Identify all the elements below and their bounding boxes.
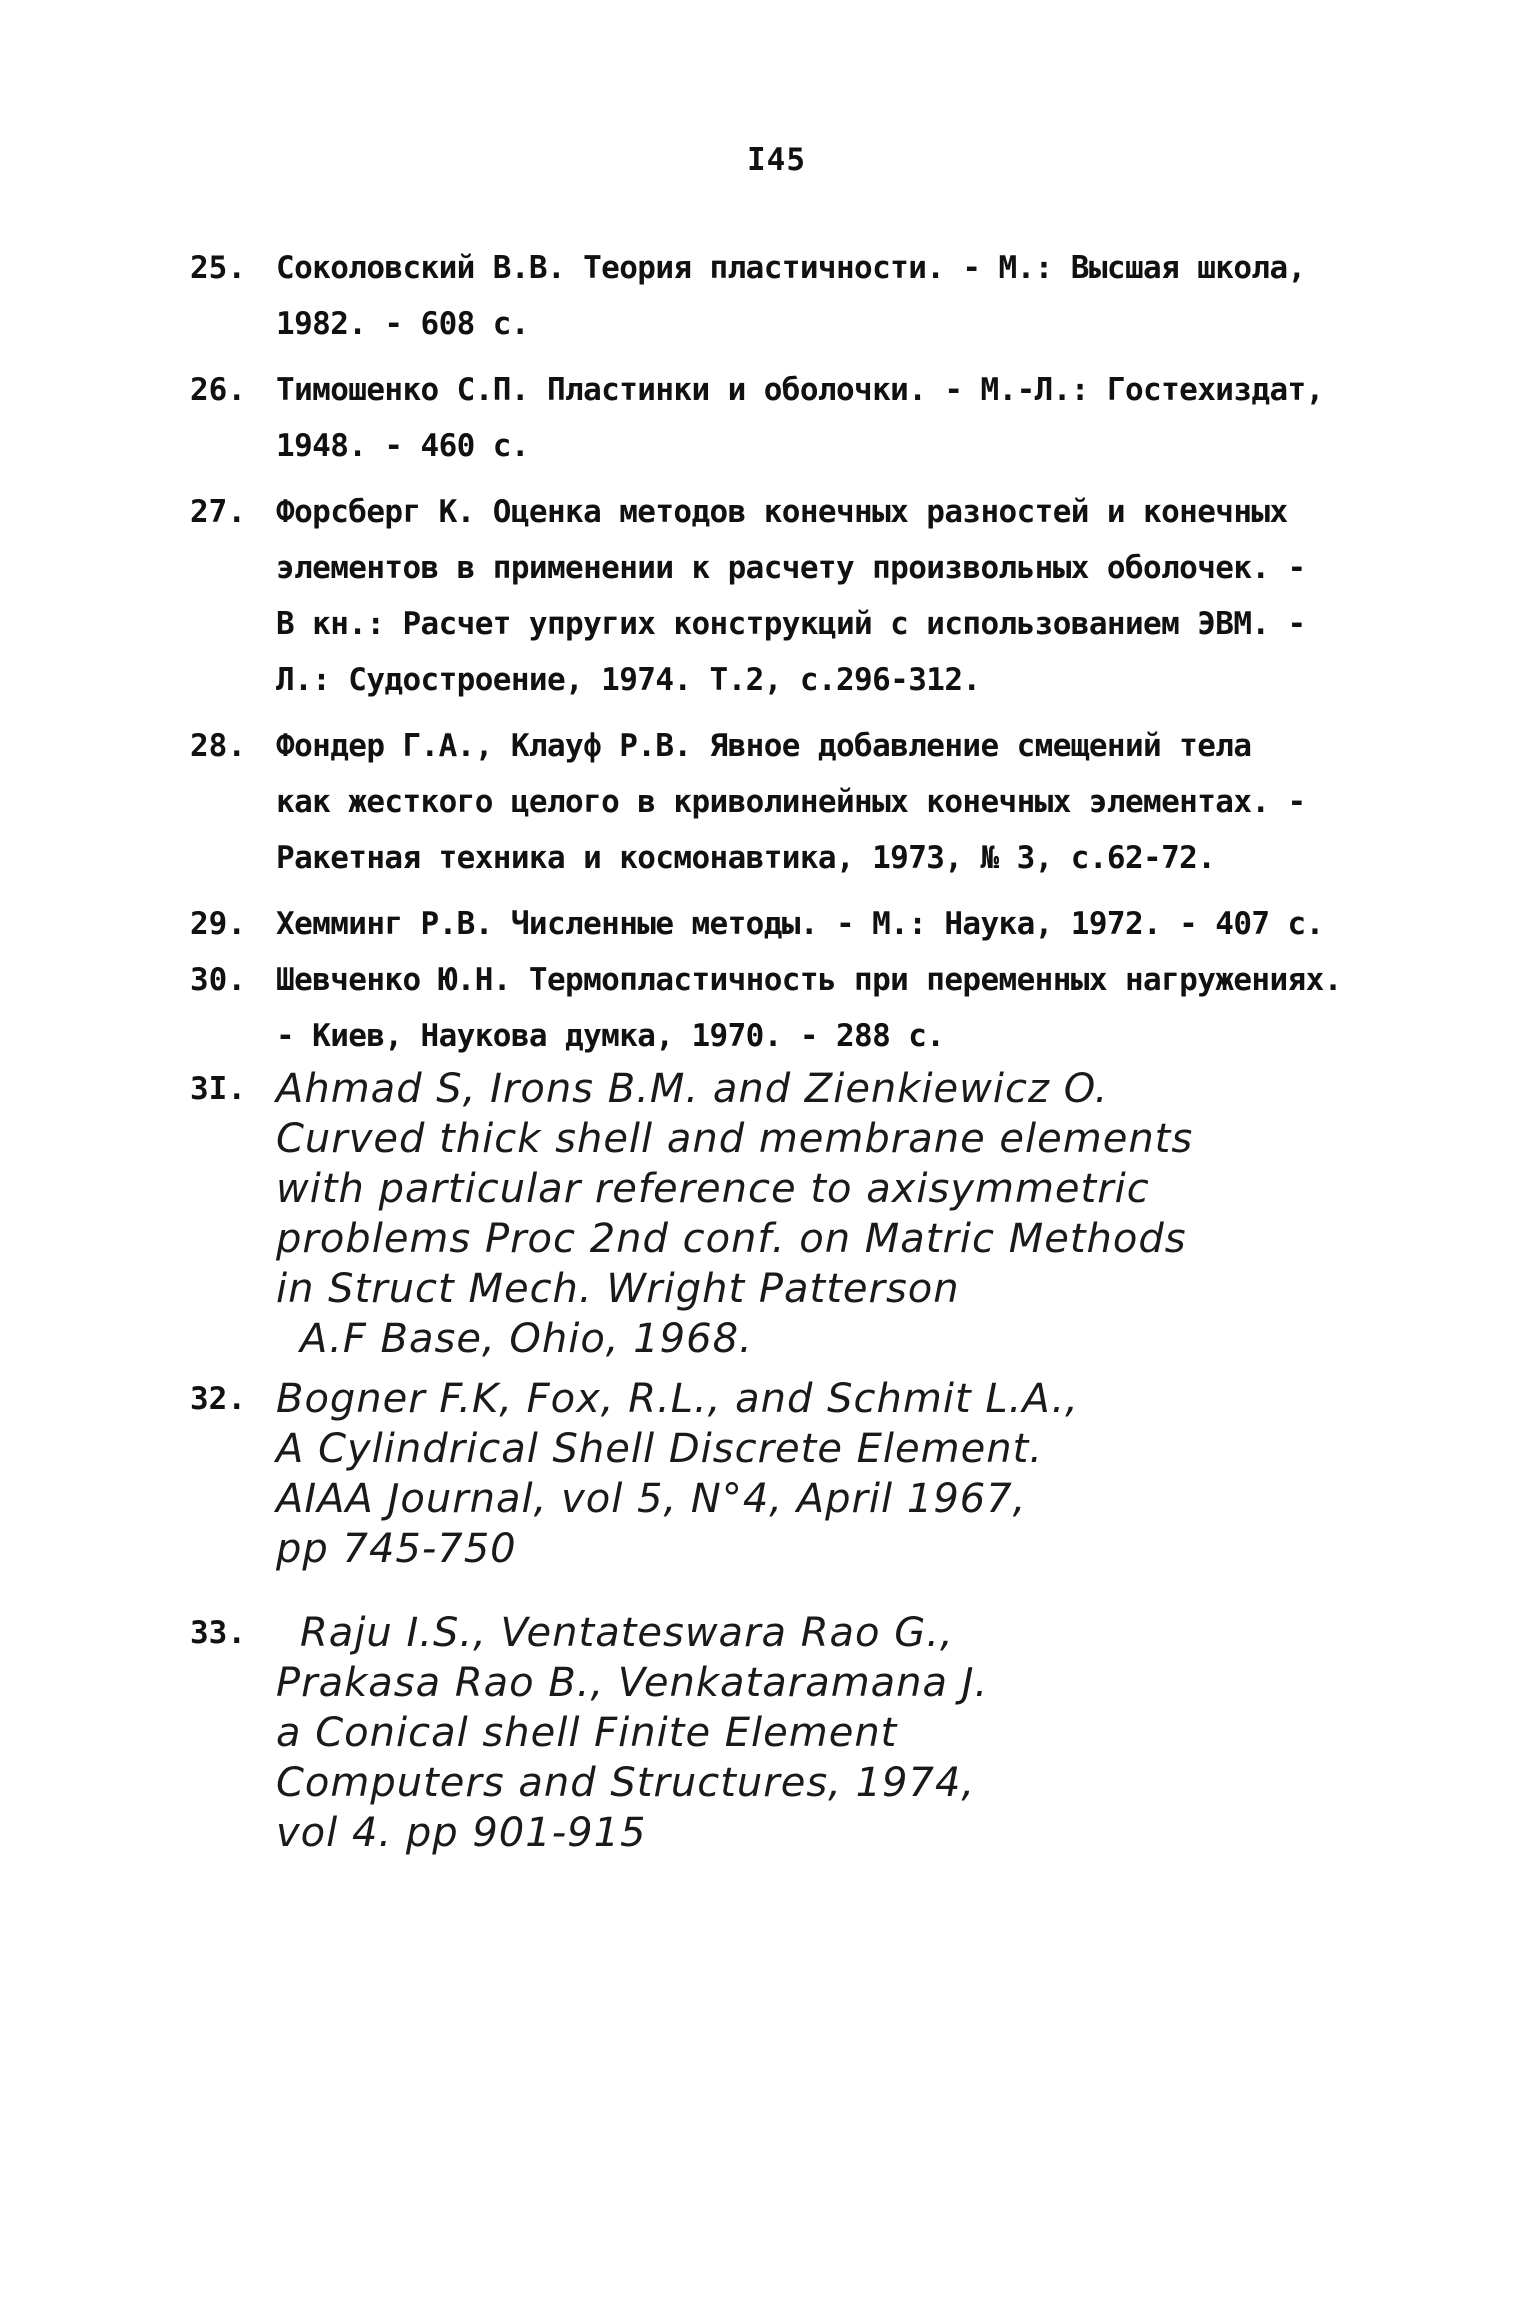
reference-line: 1982. - 608 с. bbox=[276, 306, 529, 342]
reference-33 bbox=[190, 1608, 1430, 1858]
handwritten-line: AIAA Journal, vol 5, N°4, April 1967, bbox=[276, 1476, 1027, 1522]
reference-29 bbox=[190, 896, 1430, 952]
reference-number: 30. bbox=[190, 962, 246, 998]
reference-number: 28. bbox=[190, 728, 246, 764]
handwritten-line: problems Proc 2nd conf. on Matric Methods bbox=[276, 1216, 1187, 1262]
handwritten-line: Prakasa Rao B., Venkataramana J. bbox=[276, 1660, 989, 1706]
reference-line: Форсберг К. Оценка методов конечных разностей и конечных bbox=[276, 494, 1288, 530]
reference-number: 3I. bbox=[190, 1071, 246, 1107]
reference-line: Ракетная техника и космонавтика, 1973, № 3, с.62-72. bbox=[276, 840, 1216, 876]
handwritten-line: Raju I.S., Ventateswara Rao G., bbox=[300, 1610, 954, 1656]
handwritten-line: a Conical shell Finite Element bbox=[276, 1710, 898, 1756]
reference-line: Тимошенко С.П. Пластинки и оболочки. - М.-Л.: Гостехиздат, bbox=[276, 372, 1324, 408]
reference-number: 33. bbox=[190, 1615, 246, 1651]
reference-line: Соколовский В.В. Теория пластичности. - М.: Высшая школа, bbox=[276, 250, 1306, 286]
handwritten-line: Computers and Structures, 1974, bbox=[276, 1760, 976, 1806]
handwritten-line: in Struct Mech. Wright Patterson bbox=[276, 1266, 960, 1312]
reference-line: Фондер Г.А., Клауф Р.В. Явное добавление смещений тела bbox=[276, 728, 1252, 764]
reference-number: 25. bbox=[190, 250, 246, 286]
reference-line: Шевченко Ю.Н. Термопластичность при переменных нагружениях. bbox=[276, 962, 1342, 998]
reference-25 bbox=[190, 240, 1430, 352]
reference-number: 29. bbox=[190, 906, 246, 942]
reference-line: как жесткого целого в криволинейных конечных элементах. - bbox=[276, 784, 1306, 820]
reference-line: - Киев, Наукова думка, 1970. - 288 с. bbox=[276, 1018, 945, 1054]
reference-number: 27. bbox=[190, 494, 246, 530]
reference-26 bbox=[190, 362, 1430, 474]
handwritten-line: pp 745-750 bbox=[276, 1526, 517, 1572]
reference-number: 26. bbox=[190, 372, 246, 408]
page-number: I45 bbox=[747, 142, 806, 178]
reference-line: 1948. - 460 с. bbox=[276, 428, 529, 464]
reference-30 bbox=[190, 952, 1430, 1064]
handwritten-line: Ahmad S, Irons B.M. and Zienkiewicz O. bbox=[276, 1066, 1109, 1112]
reference-line: В кн.: Расчет упругих конструкций с использованием ЭВМ. - bbox=[276, 606, 1306, 642]
reference-list bbox=[190, 240, 1430, 1858]
reference-27 bbox=[190, 484, 1430, 708]
handwritten-line: vol 4. pp 901-915 bbox=[276, 1810, 647, 1856]
handwritten-line: Curved thick shell and membrane elements bbox=[276, 1116, 1194, 1162]
reference-line: Л.: Судостроение, 1974. Т.2, с.296-312. bbox=[276, 662, 981, 698]
handwritten-line: A.F Base, Ohio, 1968. bbox=[300, 1316, 753, 1362]
reference-31 bbox=[190, 1064, 1430, 1364]
reference-28 bbox=[190, 718, 1430, 886]
handwritten-line: A Cylindrical Shell Discrete Element. bbox=[276, 1426, 1043, 1472]
handwritten-line: Bogner F.K, Fox, R.L., and Schmit L.A., bbox=[276, 1376, 1079, 1422]
reference-line: Хемминг Р.В. Численные методы. - М.: Наука, 1972. - 407 с. bbox=[276, 906, 1324, 942]
reference-32 bbox=[190, 1374, 1430, 1574]
reference-line: элементов в применении к расчету произвольных оболочек. - bbox=[276, 550, 1306, 586]
handwritten-line: with particular reference to axisymmetric bbox=[276, 1166, 1150, 1212]
reference-number: 32. bbox=[190, 1381, 246, 1417]
